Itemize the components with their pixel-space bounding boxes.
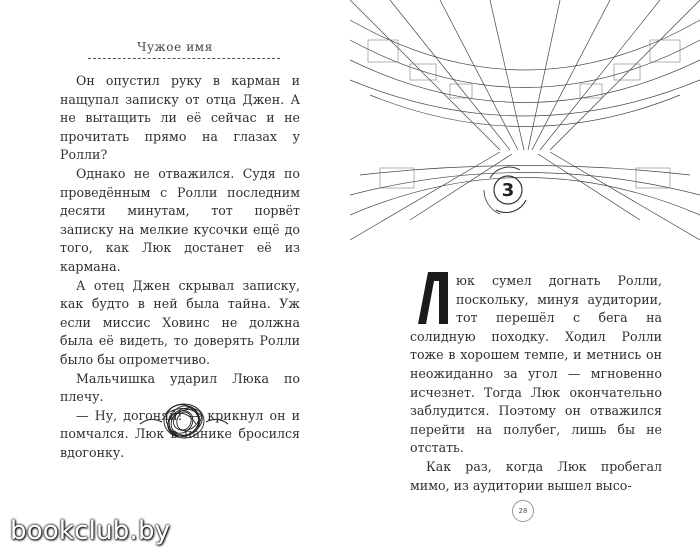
chapter-number: 3	[501, 180, 515, 201]
right-page	[350, 0, 700, 560]
paragraph: Он опустил руку в карман и нащупал записку от отца Джен. А не вытащить ли её сейчас и не прочитать прямо на глазах у Ролли?	[60, 73, 300, 163]
watermark: bookclub.by	[10, 516, 171, 546]
paragraph: Как раз, когда Люк пробегал мимо, из аудитории вышел высо-	[410, 458, 662, 493]
scribble-ornament-icon	[136, 394, 232, 446]
drop-cap	[414, 268, 452, 326]
running-head: Чужое имя	[137, 40, 213, 54]
page-number: 28	[512, 500, 534, 522]
running-head-rule	[88, 58, 280, 59]
paragraph: А отец Джен скрывал записку, как будто в ней была тайна. Уж если миссис Ховинс не должна была её видеть, то доверять Ролли было бы опрометчиво.	[60, 277, 300, 367]
paragraph: — Ну, догоняй! — крикнул он и помчался. Люк в панике бросился вдогонку.	[60, 407, 300, 460]
wireframe-tunnel-illustration-icon	[350, 0, 700, 240]
paragraph: Мальчишка ударил Люка по плечу.	[60, 370, 300, 405]
paragraph: Однако не отважился. Судя по проведённым с Ролли последним десяти минутам, тот порвёт записку на мелкие кусочки ещё до того, как Люк достанет её из кармана.	[60, 165, 300, 274]
first-paragraph-text: юк сумел догнать Ролли, поскольку, минуя аудитории, тот перешёл с бега на солидную походку. Ходил Ролли тоже в хорошем темпе, и метнись он неожиданно за угол — мгновенно исчезнет. Тогда Люк окончательно заблудится. Поэтому он отважился перейти на полубег, лишь бы не отстать.	[410, 273, 662, 456]
